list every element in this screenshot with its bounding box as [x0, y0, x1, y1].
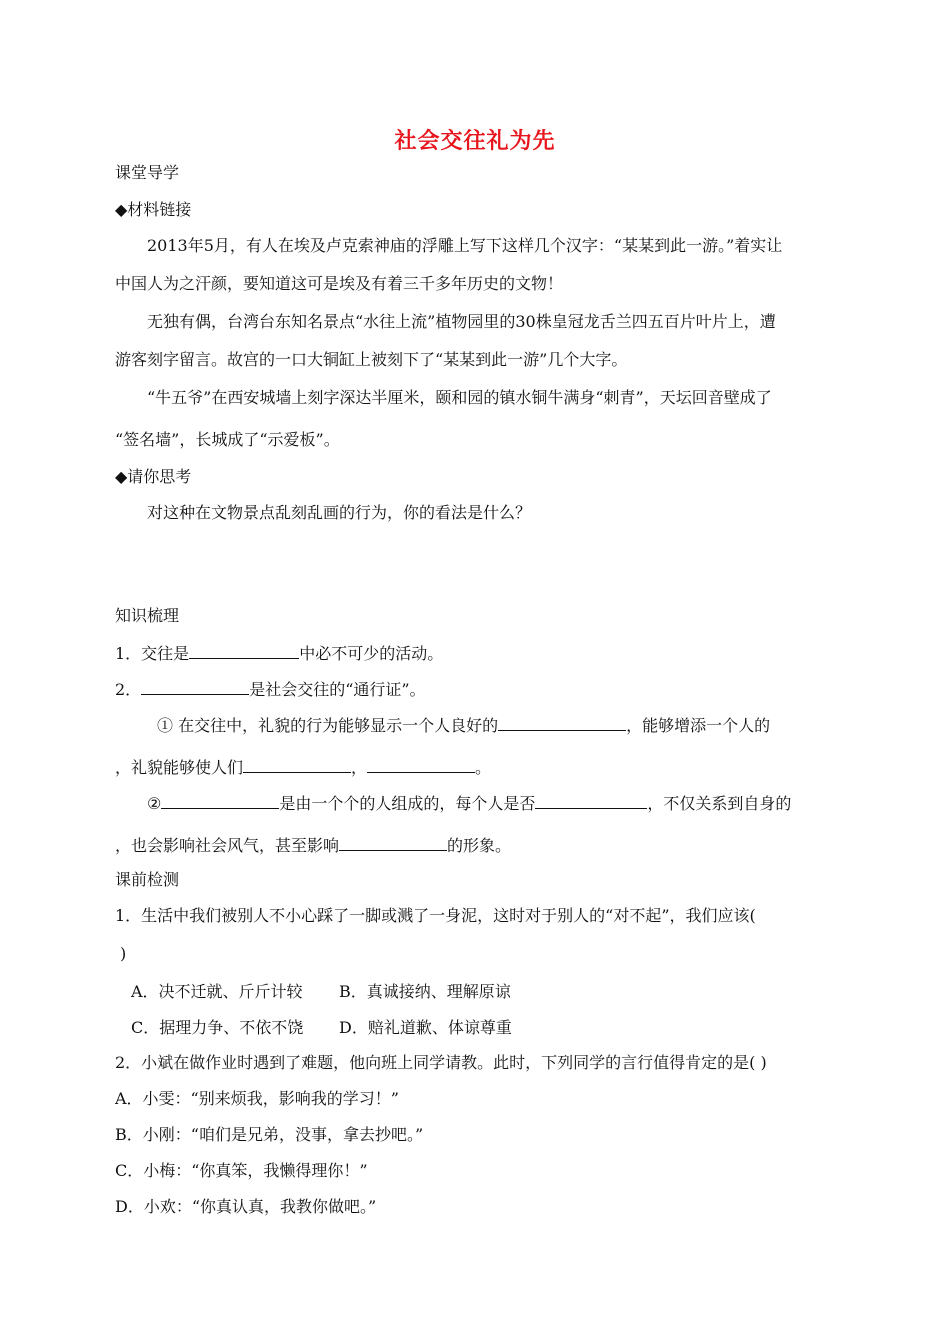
question-2-option-d[interactable]: D．小欢：“你真认真，我教你做吧。”	[115, 1197, 377, 1216]
material-paragraph-3b: “签名墙”，长城成了“示爱板”。	[115, 430, 340, 449]
section-heading-guide: 课堂导学	[115, 163, 180, 182]
fill-blank-5[interactable]	[367, 756, 475, 773]
k3-text-b: ，能够增添一个人的	[626, 716, 771, 735]
question-1-option-b[interactable]: B．真诚接纳、理解原谅	[339, 982, 511, 1001]
question-1-option-d[interactable]: D．赔礼道歉、体谅尊重	[339, 1018, 512, 1037]
fill-blank-2[interactable]	[141, 678, 249, 695]
fill-blank-4[interactable]	[243, 756, 351, 773]
material-paragraph-2a: 无独有偶，台湾台东知名景点“水往上流”植物园里的30株皇冠龙舌兰四五百片叶片上，遭	[147, 312, 776, 331]
k1-text-a: 1．交往是	[115, 644, 190, 663]
question-1-stem-end: )	[120, 944, 127, 963]
k4-text-e: 的形象。	[447, 836, 512, 855]
fill-blank-7[interactable]	[535, 792, 647, 809]
question-2-option-a[interactable]: A．小雯：“别来烦我，影响我的学习！”	[115, 1089, 399, 1108]
section-heading-precheck: 课前检测	[115, 870, 180, 889]
section-heading-material: ◆材料链接	[115, 200, 192, 219]
k4-text-c: ，不仅关系到自身的	[647, 794, 792, 813]
knowledge-item-4	[147, 792, 791, 814]
material-paragraph-2b: 游客刻字留言。故宫的一口大铜缸上被刻下了“某某到此一游”几个大字。	[115, 350, 628, 369]
knowledge-item-1	[115, 642, 443, 664]
knowledge-item-3	[157, 714, 770, 736]
think-question: 对这种在文物景点乱刻乱画的行为，你的看法是什么？	[147, 503, 532, 522]
question-1-option-a[interactable]: A．决不迁就、斤斤计较	[131, 982, 303, 1001]
knowledge-item-3-cont	[115, 756, 491, 778]
page-title: 社会交往礼为先	[394, 128, 556, 154]
k4-text-b: 是由一个个的人组成的，每个人是否	[279, 794, 536, 813]
fill-blank-6[interactable]	[161, 792, 279, 809]
knowledge-item-2	[115, 678, 426, 700]
k1-text-b: 中必不可少的活动。	[299, 644, 444, 663]
question-2-stem: 2．小斌在做作业时遇到了难题，他向班上同学请教。此时，下列同学的言行值得肯定的是( )	[115, 1053, 767, 1072]
section-heading-think: ◆请你思考	[115, 467, 192, 486]
section-heading-knowledge: 知识梳理	[115, 606, 180, 625]
material-paragraph-3a: “牛五爷”在西安城墙上刻字深达半厘米，颐和园的镇水铜牛满身“刺青”，天坛回音壁成了	[147, 388, 772, 407]
k4-text-a: ②	[147, 794, 162, 813]
question-2-option-b[interactable]: B．小刚：“咱们是兄弟，没事，拿去抄吧。”	[115, 1125, 424, 1144]
k2-text-b: 是社会交往的“通行证”。	[249, 680, 426, 699]
question-1-option-c[interactable]: C．据理力争、不依不饶	[131, 1018, 304, 1037]
k3-text-a: ① 在交往中，礼貌的行为能够显示一个人良好的	[157, 716, 499, 735]
k2-text-a: 2．	[115, 680, 142, 699]
fill-blank-1[interactable]	[189, 642, 299, 659]
fill-blank-3[interactable]	[498, 714, 626, 731]
k3-text-d: ，	[351, 758, 368, 777]
k3-text-c: ，礼貌能够使人们	[115, 758, 244, 777]
fill-blank-8[interactable]	[339, 834, 447, 851]
question-2-option-c[interactable]: C．小梅：“你真笨，我懒得理你！”	[115, 1161, 368, 1180]
k3-text-e: 。	[475, 758, 492, 777]
material-paragraph-1a: 2013年5月，有人在埃及卢克索神庙的浮雕上写下这样几个汉字：“某某到此一游。”着实让	[147, 236, 783, 255]
knowledge-item-4-cont	[115, 834, 511, 856]
material-paragraph-1b: 中国人为之汗颜，要知道这可是埃及有着三千多年历史的文物！	[115, 274, 564, 293]
question-1-stem: 1．生活中我们被别人不小心踩了一脚或溅了一身泥，这时对于别人的“对不起”，我们应该(	[115, 906, 756, 925]
k4-text-d: ，也会影响社会风气，甚至影响	[115, 836, 340, 855]
